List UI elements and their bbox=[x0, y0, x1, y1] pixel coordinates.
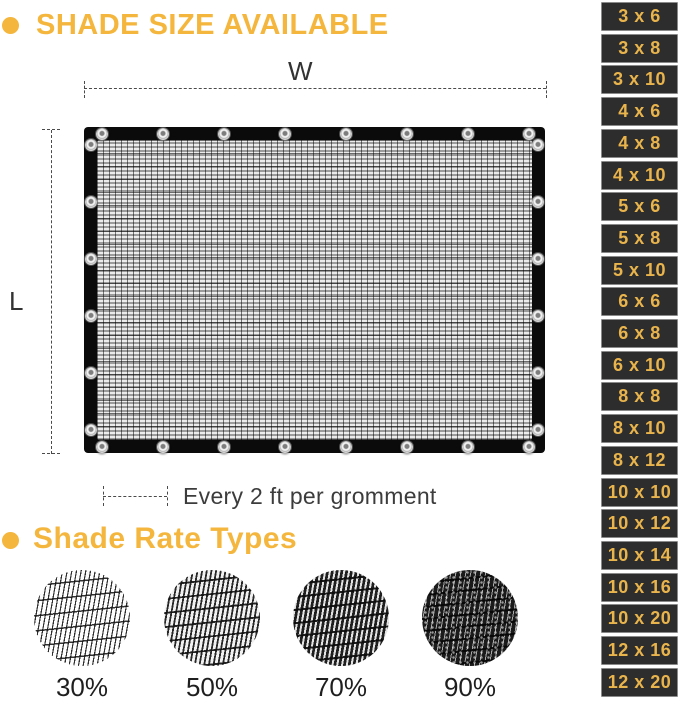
shade-net-mesh-texture bbox=[97, 140, 532, 440]
shade-rate-swatch-30-icon bbox=[34, 570, 130, 666]
grommet-icon bbox=[523, 441, 535, 453]
size-option: 3 x 8 bbox=[601, 34, 678, 63]
length-dimension-label: L bbox=[9, 286, 24, 316]
width-dimension-tick-right bbox=[546, 81, 547, 98]
size-option: 6 x 10 bbox=[601, 351, 678, 380]
size-option: 6 x 8 bbox=[601, 319, 678, 348]
grommet-icon bbox=[532, 367, 544, 379]
grommet-icon bbox=[523, 128, 535, 140]
shade-rate-label: 70% bbox=[314, 672, 368, 702]
grommet-icon bbox=[157, 441, 169, 453]
size-option: 6 x 6 bbox=[601, 287, 678, 316]
grommet-icon bbox=[96, 441, 108, 453]
grommet-icon bbox=[532, 310, 544, 322]
width-dimension-tick-left bbox=[84, 81, 85, 98]
size-option: 12 x 16 bbox=[601, 636, 678, 665]
grommet-icon bbox=[532, 196, 544, 208]
grommet-icon bbox=[279, 441, 291, 453]
shade-net bbox=[84, 127, 545, 453]
width-dimension-label: W bbox=[288, 56, 313, 86]
size-option: 10 x 12 bbox=[601, 509, 678, 538]
size-option: 10 x 14 bbox=[601, 541, 678, 570]
size-list bbox=[601, 2, 678, 697]
length-dimension-tick-bottom bbox=[42, 453, 60, 454]
size-option: 5 x 6 bbox=[601, 192, 678, 221]
grommet-spacing-tick-right bbox=[167, 486, 168, 506]
shade-rate-swatch-70-icon bbox=[293, 570, 389, 666]
size-option: 4 x 10 bbox=[601, 161, 678, 190]
grommet-icon bbox=[279, 128, 291, 140]
grommet-icon bbox=[401, 441, 413, 453]
rate-section-title: Shade Rate Types bbox=[33, 522, 298, 555]
size-option: 5 x 10 bbox=[601, 256, 678, 285]
grommet-icon bbox=[85, 310, 97, 322]
size-option: 10 x 10 bbox=[601, 478, 678, 507]
size-option: 5 x 8 bbox=[601, 224, 678, 253]
size-option: 8 x 10 bbox=[601, 414, 678, 443]
size-option: 10 x 16 bbox=[601, 573, 678, 602]
grommet-icon bbox=[218, 441, 230, 453]
size-option: 12 x 20 bbox=[601, 668, 678, 697]
shade-rate-label: 30% bbox=[55, 672, 109, 702]
size-option: 8 x 8 bbox=[601, 382, 678, 411]
grommet-spacing-line bbox=[103, 496, 167, 497]
grommet-icon bbox=[85, 367, 97, 379]
size-option: 3 x 6 bbox=[601, 2, 678, 31]
grommet-icon bbox=[85, 253, 97, 265]
size-option: 3 x 10 bbox=[601, 65, 678, 94]
grommet-icon bbox=[462, 441, 474, 453]
grommet-icon bbox=[532, 253, 544, 265]
size-option: 10 x 20 bbox=[601, 604, 678, 633]
shade-rate-swatch-90-icon bbox=[422, 570, 518, 666]
grommet-icon bbox=[218, 128, 230, 140]
grommet-icon bbox=[157, 128, 169, 140]
grommet-icon bbox=[96, 128, 108, 140]
shade-rate-label: 50% bbox=[185, 672, 239, 702]
grommet-icon bbox=[85, 424, 97, 436]
size-option: 4 x 8 bbox=[601, 129, 678, 158]
grommet-icon bbox=[85, 139, 97, 151]
grommet-icon bbox=[532, 424, 544, 436]
grommet-icon bbox=[401, 128, 413, 140]
grommet-icon bbox=[340, 128, 352, 140]
bullet-icon bbox=[2, 17, 19, 34]
grommet-icon bbox=[532, 139, 544, 151]
size-option: 8 x 12 bbox=[601, 446, 678, 475]
length-dimension-line bbox=[51, 130, 52, 454]
bullet-icon bbox=[2, 532, 19, 549]
length-dimension-tick-top bbox=[42, 129, 60, 130]
shade-rate-swatch-50-icon bbox=[164, 570, 260, 666]
shade-rate-label: 90% bbox=[443, 672, 497, 702]
size-option: 4 x 6 bbox=[601, 97, 678, 126]
grommet-icon bbox=[462, 128, 474, 140]
grommet-spacing-note: Every 2 ft per gromment bbox=[183, 483, 437, 509]
grommet-icon bbox=[340, 441, 352, 453]
width-dimension-line bbox=[84, 88, 546, 89]
size-section-title: SHADE SIZE AVAILABLE bbox=[36, 9, 389, 41]
grommet-icon bbox=[85, 196, 97, 208]
